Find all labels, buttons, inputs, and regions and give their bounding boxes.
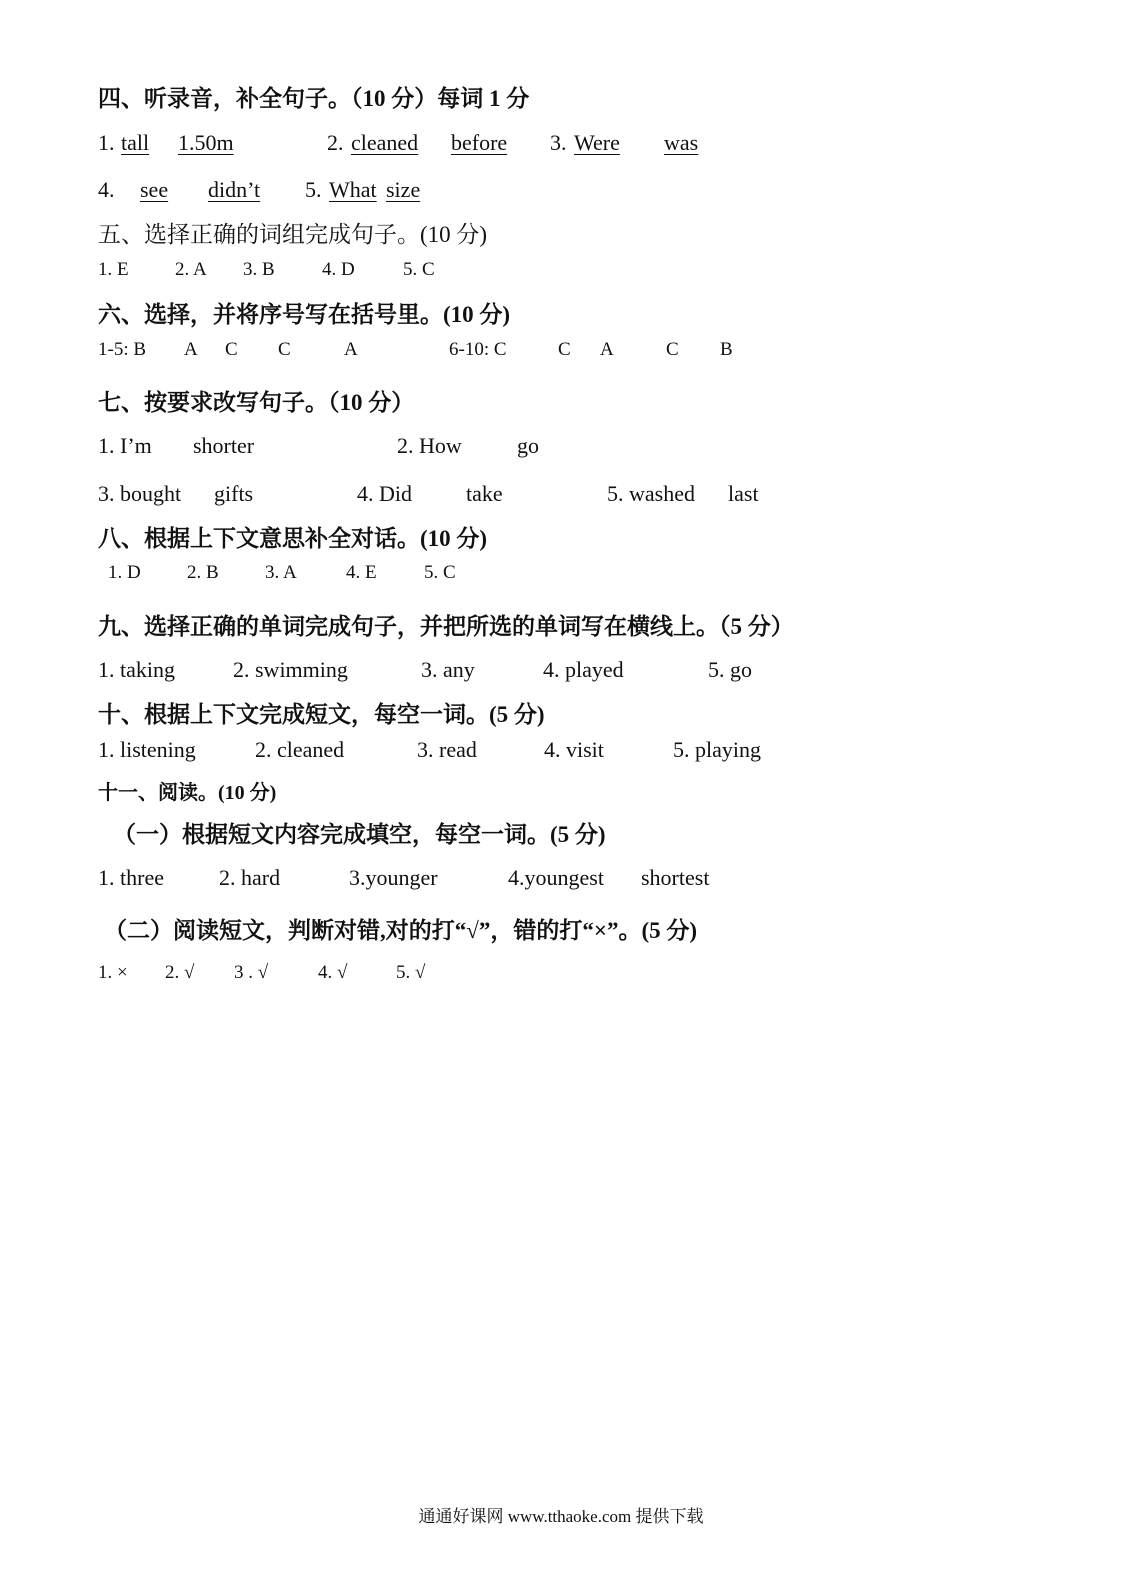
answer: go: [517, 433, 539, 458]
section-7-heading: [0, 384, 1122, 424]
answer: 5. C: [403, 259, 435, 280]
answer: 2. B: [187, 562, 219, 583]
answer: 1. listening: [98, 737, 196, 762]
answer: 3 . √: [234, 962, 269, 983]
answer: C: [225, 339, 238, 360]
heading-text: 八、根据上下文意思补全对话。(10 分): [98, 526, 488, 551]
answer: 3.younger: [349, 865, 438, 890]
item-number: 3.: [550, 130, 567, 155]
answer: 2. How: [397, 433, 462, 458]
answer: C: [558, 339, 571, 360]
heading-text: 六、选择，并将序号写在括号里。(10 分): [98, 302, 511, 327]
answer: 6-10: C: [449, 339, 507, 360]
section-11-heading: [0, 776, 1122, 816]
answer: 1. three: [98, 865, 164, 890]
section-11-part-1-heading: [0, 816, 1122, 856]
heading-text: 四、听录音，补全句子。（10 分）每词 1 分: [98, 86, 530, 111]
answer: 1. D: [108, 562, 141, 583]
answer: 1. ×: [98, 962, 128, 983]
answer: 5. C: [424, 562, 456, 583]
answer: take: [466, 481, 503, 506]
section-5-heading: [0, 216, 1122, 256]
answer-blank: size: [386, 177, 421, 202]
section-4-row-2: [0, 177, 1122, 217]
section-7-row-1: [0, 433, 1122, 473]
answer: C: [278, 339, 291, 360]
section-6-answers: [0, 339, 1122, 379]
answer: B: [720, 339, 733, 360]
answer: 2. A: [175, 259, 207, 280]
answer: 5. √: [396, 962, 426, 983]
answer-blank: 1.50m: [178, 130, 234, 155]
answer: 4. E: [346, 562, 377, 583]
answer: 5. playing: [673, 737, 761, 762]
heading-text: 五、选择正确的词组完成句子。(10 分): [98, 222, 488, 247]
answer: shorter: [193, 433, 255, 458]
section-8-heading: [0, 520, 1122, 560]
footer-text: 通通好课网 www.tthaoke.com 提供下载: [418, 1507, 704, 1526]
answer-blank: see: [140, 177, 169, 202]
section-9-answers: [0, 657, 1122, 697]
item-number: 1.: [98, 130, 115, 155]
answer: 2. cleaned: [255, 737, 345, 762]
answer: 4.youngest: [508, 865, 604, 890]
answer: 4. D: [322, 259, 355, 280]
answer: 5. go: [708, 657, 752, 682]
heading-text: 十一、阅读。(10 分): [98, 782, 277, 804]
section-10-heading: [0, 696, 1122, 736]
answer: A: [344, 339, 358, 360]
answer: 1. taking: [98, 657, 175, 682]
answer: 2. hard: [219, 865, 281, 890]
answer: 3. read: [417, 737, 477, 762]
section-8-answers: [0, 562, 1122, 602]
heading-text: （一）根据短文内容完成填空，每空一词。(5 分): [113, 822, 606, 847]
answer: 3. bought: [98, 481, 182, 506]
section-11-part-2-answers: [0, 962, 1122, 1002]
answer: shortest: [641, 865, 710, 890]
answer: 1. I’m: [98, 433, 152, 458]
answer: 2. swimming: [233, 657, 348, 682]
answer: 4. √: [318, 962, 348, 983]
heading-text: 七、按要求改写句子。（10 分）: [98, 390, 415, 415]
section-6-heading: [0, 296, 1122, 336]
answer-blank: Were: [574, 130, 620, 155]
answer: A: [600, 339, 614, 360]
answer: 4. Did: [357, 481, 412, 506]
answer-blank: before: [451, 130, 508, 155]
section-11-part-1-answers: [0, 865, 1122, 905]
answer-blank: didn’t: [208, 177, 261, 202]
answer: gifts: [214, 481, 254, 506]
answer-blank: What: [329, 177, 377, 202]
answer: last: [728, 481, 759, 506]
section-10-answers: [0, 737, 1122, 777]
section-7-row-2: [0, 481, 1122, 521]
item-number: 5.: [305, 177, 322, 202]
answer: 3. any: [421, 657, 475, 682]
section-4-heading: [0, 80, 1122, 120]
answer: A: [184, 339, 198, 360]
answer: 4. played: [543, 657, 624, 682]
answer: 1. E: [98, 259, 129, 280]
answer-blank: cleaned: [351, 130, 419, 155]
heading-text: （二）阅读短文，判断对错,对的打“√”，错的打“×”。(5 分): [104, 918, 698, 943]
section-5-answers: [0, 259, 1122, 299]
answer: 1-5: B: [98, 339, 147, 360]
answer: 2. √: [165, 962, 195, 983]
section-9-heading: [0, 608, 1122, 648]
heading-text: 九、选择正确的单词完成句子，并把所选的单词写在横线上。（5 分）: [98, 614, 794, 639]
answer: 5. washed: [607, 481, 695, 506]
answer-blank: tall: [121, 130, 150, 155]
answer: 3. A: [265, 562, 297, 583]
answer: 4. visit: [544, 737, 604, 762]
item-number: 2.: [327, 130, 344, 155]
answer: 3. B: [243, 259, 275, 280]
heading-text: 十、根据上下文完成短文，每空一词。(5 分): [98, 702, 545, 727]
section-11-part-2-heading: [0, 912, 1122, 952]
item-number: 4.: [98, 177, 115, 202]
answer-blank: was: [664, 130, 699, 155]
section-4-row-1: [0, 130, 1122, 170]
answer: C: [666, 339, 679, 360]
